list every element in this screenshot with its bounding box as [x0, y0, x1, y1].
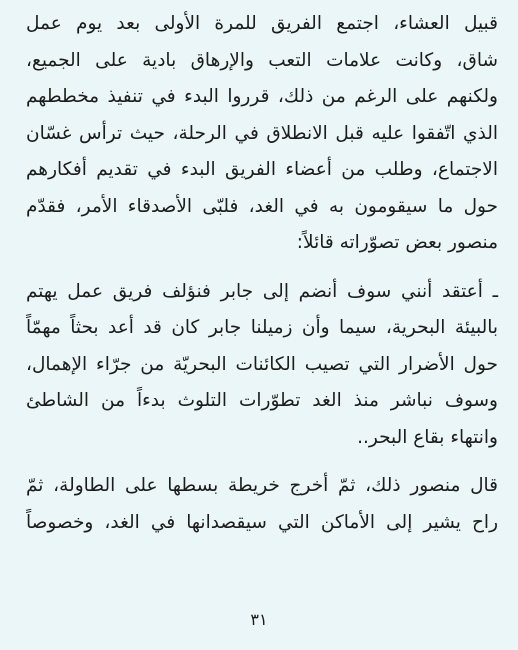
text-line: حول الأضرار التي تصيب الكائنات البحريّة من جرّاء الإهمال،: [26, 353, 498, 375]
text-line: قال منصور ذلك، ثمّ أخرج خريطة بسطها على الطاولة، ثمّ: [26, 475, 498, 496]
paragraph-spacer: [26, 456, 498, 468]
text-line: منصور بعض تصوّراته قائلاً:: [296, 232, 498, 253]
text-line: الاجتماع، وطلب من أعضاء الفريق البدء في تقديم أفكارهم: [26, 159, 498, 180]
text-line: وسوف نباشر منذ الغد تطوّرات التلوث بدءاً من الشاطئ: [26, 390, 498, 411]
text-line: راح يشير إلى الأماكن التي سيقصدانها في الغد، وخصوصاً: [26, 511, 498, 533]
text-line: حول ما سيقومون به في الغد، فلبّى الأصدقاء الأمر، فقدّم: [26, 195, 498, 217]
page-number: ٣١: [250, 610, 268, 629]
paragraph-1: [26, 6, 498, 262]
paragraph-spacer: [26, 262, 498, 274]
text-line: شاق، وكانت علامات التعب والإرهاق بادية على الجميع،: [26, 49, 498, 71]
text-line: ولكنهم على الرغم من ذلك، قرروا البدء في تنفيذ مخططهم: [26, 86, 498, 107]
text-line: قبيل العشاء، اجتمع الفريق للمرة الأولى بعد يوم عمل: [26, 13, 498, 34]
paragraph-2: [26, 274, 498, 457]
paragraph-3: [26, 468, 498, 541]
text-line: بالبيئة البحرية، سيما وأن زميلنا جابر كان قد أعد بحثاً مهمّاً: [26, 317, 498, 338]
text-line: الذي اتّفقوا عليه قبل الانطلاق في الرحلة، حيث ترأس غسّان: [26, 122, 498, 144]
text-line: ـ أعتقد أنني سوف أنضم إلى جابر فنؤلف فريق عمل يهتم: [26, 280, 498, 302]
text-line: وانتهاء بقاع البحر..: [357, 426, 498, 448]
